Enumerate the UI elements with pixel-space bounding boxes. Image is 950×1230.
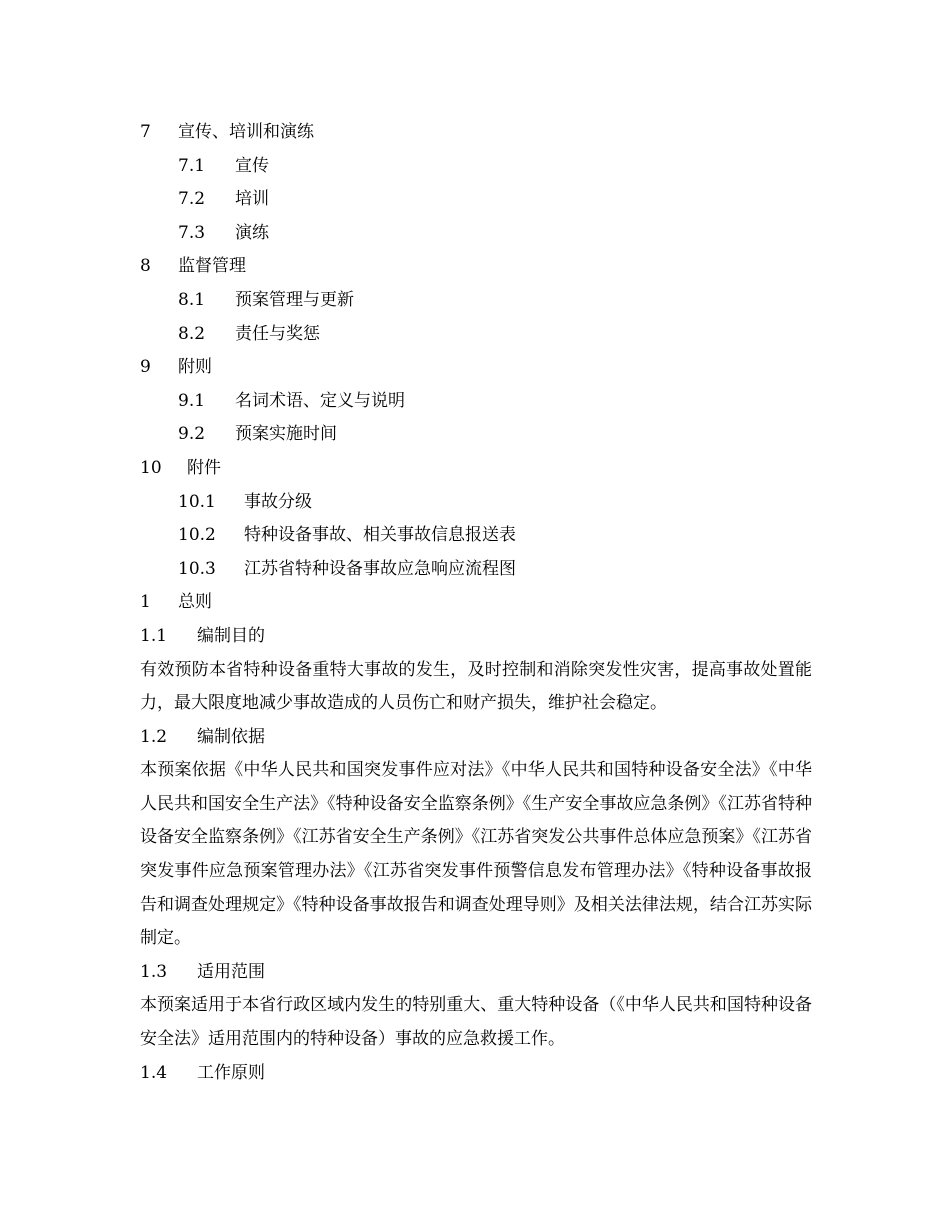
toc-title: 宣传、培训和演练: [178, 122, 314, 142]
subsection-title: 编制目的: [197, 625, 265, 646]
subsection-title: 编制依据: [197, 726, 265, 747]
subsection-heading-1-2: [140, 721, 812, 755]
toc-number: 7.3: [178, 222, 206, 243]
subsection-number: 1.1: [140, 625, 168, 646]
toc-number: 8.1: [178, 289, 206, 310]
toc-number: 9: [140, 357, 151, 378]
toc-item-7: [140, 116, 812, 150]
subsection-title: 适用范围: [197, 961, 265, 982]
toc-title: 预案实施时间: [235, 424, 337, 445]
toc-title: 附则: [178, 357, 212, 378]
toc-number: 8.2: [178, 323, 206, 344]
subsection-heading-1-4: [140, 1057, 812, 1091]
paragraph-basis: 本预案依据《中华人民共和国突发事件应对法》《中华人民共和国特种设备安全法》《中华人民共和国安全生产法》《特种设备安全监察条例》《生产安全事故应急条例》《江苏省特种设备安全监察条例》《江苏省安全生产条例》《江苏省突发公共事件总体应急预案》《江苏省突发事件应急预案管理办法》《江苏省突发事件预警信息发布管理办法》《特种设备事故报告和调查处理规定》《特种设备事故报告和调查处理导则》及相关法律法规，结合江苏实际制定。: [140, 760, 812, 949]
toc-item-10-3: [140, 553, 812, 587]
toc-number: 7: [140, 122, 151, 142]
toc-number: 10.2: [178, 525, 216, 546]
toc-title: 事故分级: [244, 491, 312, 512]
subsection-heading-1-3: [140, 956, 812, 990]
toc-item-8: [140, 250, 812, 284]
toc-item-10: [140, 452, 812, 486]
section-title: 总则: [178, 592, 212, 613]
paragraph-scope: 本预案适用于本省行政区域内发生的特别重大、重大特种设备（《中华人民共和国特种设备安全法》适用范围内的特种设备）事故的应急救援工作。: [140, 995, 812, 1050]
toc-title: 附件: [187, 457, 221, 478]
subsection-heading-1-1: [140, 620, 812, 654]
toc-item-7-3: [140, 217, 812, 251]
subsection-number: 1.2: [140, 726, 168, 747]
toc-number: 10.1: [178, 491, 216, 512]
toc-item-8-1: [140, 284, 812, 318]
toc-title: 责任与奖惩: [235, 323, 320, 344]
toc-item-8-2: [140, 318, 812, 352]
toc-item-10-1: [140, 486, 812, 520]
toc-number: 8: [140, 256, 151, 277]
toc-number: 7.2: [178, 189, 206, 210]
toc-title: 培训: [235, 189, 269, 210]
subsection-number: 1.3: [140, 961, 168, 982]
toc-title: 江苏省特种设备事故应急响应流程图: [244, 558, 516, 579]
toc-number: 10: [140, 457, 162, 478]
toc-title: 名词术语、定义与说明: [235, 390, 405, 411]
document-content: [140, 116, 812, 1090]
toc-title: 预案管理与更新: [235, 289, 354, 310]
section-heading-1: [140, 586, 812, 620]
toc-number: 9.1: [178, 390, 206, 411]
subsection-title: 工作原则: [197, 1062, 265, 1083]
toc-number: 7.1: [178, 155, 206, 176]
toc-title: 演练: [235, 222, 269, 243]
toc-number: 10.3: [178, 558, 216, 579]
toc-item-9: [140, 351, 812, 385]
toc-item-7-2: [140, 183, 812, 217]
toc-item-7-1: [140, 150, 812, 184]
toc-title: 监督管理: [178, 256, 246, 277]
toc-item-9-2: [140, 418, 812, 452]
toc-number: 9.2: [178, 424, 206, 445]
toc-item-10-2: [140, 519, 812, 553]
paragraph-purpose: 有效预防本省特种设备重特大事故的发生，及时控制和消除突发性灾害，提高事故处置能力，最大限度地减少事故造成的人员伤亡和财产损失，维护社会稳定。: [140, 659, 812, 714]
toc-title: 特种设备事故、相关事故信息报送表: [244, 525, 516, 546]
toc-title: 宣传: [235, 155, 269, 176]
toc-item-9-1: [140, 385, 812, 419]
section-number: 1: [140, 592, 151, 613]
subsection-number: 1.4: [140, 1062, 168, 1083]
